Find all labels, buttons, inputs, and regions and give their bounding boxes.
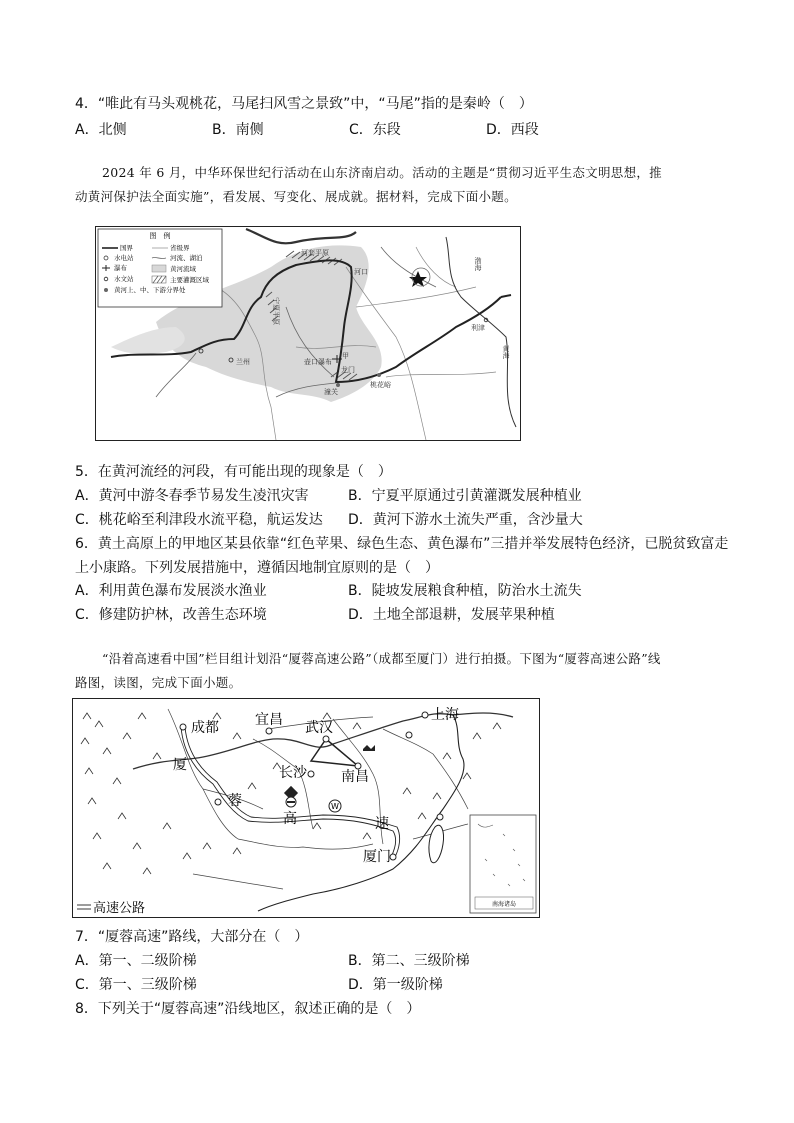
label-taohuayu: 桃花峪: [370, 381, 391, 389]
label-xia: 厦: [173, 757, 187, 773]
label-hetao-plain: 河套平原: [301, 249, 329, 257]
legend-item-basin: 黄河流域: [170, 265, 196, 273]
label-tongguan: 潼关: [324, 388, 338, 396]
label-lijin: 利津: [471, 324, 485, 332]
q7-option-d[interactable]: D．第一级阶梯: [348, 977, 443, 993]
label-nanchang: 南昌: [341, 769, 369, 785]
q5-option-c[interactable]: C．桃花峪至利津段水流平稳，航运发达: [75, 512, 323, 528]
q6-stem-line2: 上小康路。下列发展措施中，遵循因地制宜原则的是（ ）: [75, 560, 439, 576]
q5-option-d[interactable]: D．黄河下游水土流失严重，含沙量大: [348, 512, 583, 528]
q5-stem: 5．在黄河流经的河段，有可能出现的现象是（ ）: [75, 464, 392, 480]
label-ningxia-plain: 宁夏平原: [272, 297, 280, 325]
highway-intro-line1: “沿着高速看中国”栏目组计划沿“厦蓉高速公路”（成都至厦门）进行拍摄。下图为“厦蓉高速公路”线: [102, 651, 661, 666]
city-chengdu-marker: [180, 724, 186, 730]
q7-option-b[interactable]: B．第二、三级阶梯: [348, 953, 470, 969]
label-hekou: 河口: [354, 268, 368, 276]
national-border: [246, 229, 356, 243]
q8-stem: 8．下列关于“厦蓉高速”沿线地区，叙述正确的是（ ）: [75, 1001, 421, 1017]
q6-option-d[interactable]: D．土地全部退耕，发展苹果种植: [348, 607, 555, 623]
yellow-river-map: [95, 226, 521, 441]
label-longmen: 龙门: [341, 366, 355, 374]
label-su: 速: [375, 816, 389, 832]
yellow-river-intro-line1: 2024 年 6 月，中华环保世纪行活动在山东济南启动。活动的主题是“贯彻习近平生态文明思想，推: [102, 165, 662, 180]
legend-item-irrigation: 主要灌溉区域: [170, 276, 209, 284]
label-huanghai: 黄海: [502, 345, 510, 359]
legend-item-river-lake: 河流、湖泊: [170, 254, 203, 262]
label-yichang: 宜昌: [255, 712, 283, 728]
q4-option-c[interactable]: C．东段: [349, 122, 401, 138]
q6-option-c[interactable]: C．修建防护林，改善生态环境: [75, 607, 267, 623]
label-hukou-waterfall: 壶口瀑布: [304, 358, 332, 366]
legend-item-hydrological-station: 水文站: [114, 275, 134, 283]
city-wuhan-marker: [323, 736, 329, 742]
capital-star-icon: [409, 271, 427, 287]
yellow-river-map-svg: [96, 227, 520, 440]
city-changsha-marker: [308, 771, 314, 777]
yellow-river-intro-line2: 动黄河保护法全面实施”，看发展、写变化、展成就。据材料，完成下面小题。: [75, 189, 517, 204]
label-xiamen: 厦门: [363, 849, 391, 865]
label-gao: 高: [283, 811, 297, 827]
taiwan: [429, 825, 444, 863]
south-china-sea-inset: [470, 815, 536, 913]
legend-highway: 高速公路: [93, 901, 146, 916]
label-lanzhou: 兰州: [236, 358, 250, 366]
city-shanghai-marker: [422, 712, 428, 718]
label-wuhan: 武汉: [305, 720, 333, 736]
legend-item-provincial-border: 省级界: [170, 244, 190, 252]
q6-option-a[interactable]: A．利用黄色瀑布发展淡水渔业: [75, 583, 267, 599]
provincial-borders: [168, 709, 468, 889]
legend-item-national-border: 国界: [120, 244, 133, 252]
q4-option-b[interactable]: B．南侧: [212, 122, 264, 138]
q7-stem: 7．“厦蓉高速”路线，大部分在（ ）: [75, 929, 309, 945]
label-rong: 蓉: [228, 793, 242, 809]
highway-map-svg: [73, 699, 539, 917]
legend-item-section-boundary: 黄河上、中、下游分界处: [114, 286, 186, 294]
q5-option-a[interactable]: A．黄河中游冬春季节易发生凌汛灾害: [75, 488, 309, 504]
label-bohai: 渤海: [474, 257, 482, 271]
q4-option-d[interactable]: D．西段: [486, 122, 539, 138]
label-jia: 甲: [342, 352, 349, 360]
highway-map: [72, 698, 540, 918]
label-changsha: 长沙: [279, 765, 307, 781]
svg-text:W: W: [331, 802, 339, 811]
label-chengdu: 成都: [191, 720, 219, 736]
city-yichang-marker: [266, 728, 272, 734]
legend-item-waterfall: 瀑布: [114, 264, 127, 272]
q5-option-b[interactable]: B．宁夏平原通过引黄灌溉发展种植业: [348, 488, 582, 504]
q6-stem-line1: 6．黄土高原上的甲地区某县依靠“红色苹果、绿色生态、黄色瀑布”三措并举发展特色经济，已脱贫致富走: [75, 536, 729, 552]
inset-south-china-sea-label: 南海诸岛: [491, 901, 517, 908]
q4-stem: 4．“唯此有马头观桃花，马尾扫风雪之景致”中，“马尾”指的是秦岭（ ）: [75, 96, 533, 112]
q7-option-c[interactable]: C．第一、三级阶梯: [75, 977, 197, 993]
legend-title: 图 例: [149, 232, 171, 240]
section-boundary-icon: [104, 288, 108, 292]
q6-option-b[interactable]: B．陡坡发展粮食种植，防治水土流失: [348, 583, 582, 599]
q4-option-a[interactable]: A．北侧: [75, 122, 127, 138]
legend-item-hydropower: 水电站: [114, 254, 134, 262]
q7-option-a[interactable]: A．第一、二级阶梯: [75, 953, 197, 969]
highway-intro-line2: 路图，读图，完成下面小题。: [75, 675, 242, 690]
label-shanghai: 上海: [431, 707, 459, 723]
